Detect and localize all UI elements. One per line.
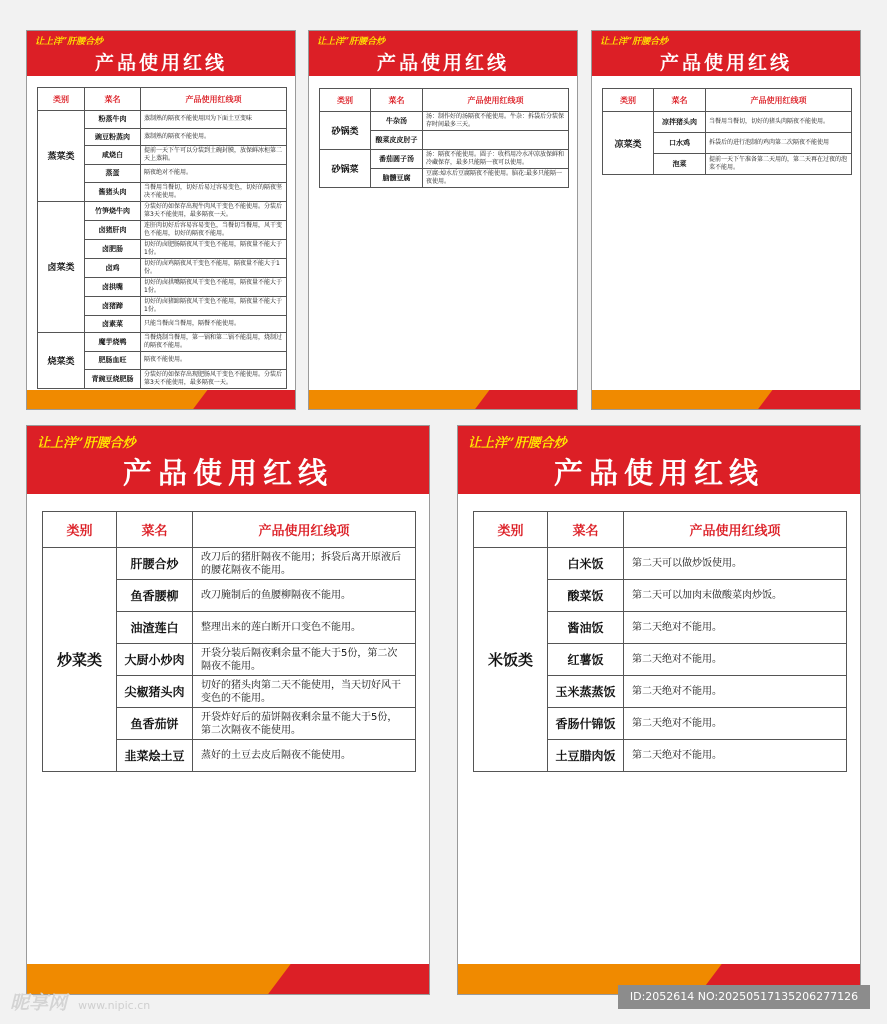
header-dish: 菜名 [371,89,423,112]
redline-table [473,511,847,772]
dish-cell: 牛杂汤 [371,112,423,131]
watermark-url: www.nipic.cn [78,999,151,1012]
watermark-site-name: 昵享网 [10,992,68,1014]
board-footer [309,390,577,409]
dish-cell: 香肠什锦饭 [548,708,624,740]
redline-note-cell: 第二天可以加肉末做酸菜肉炒饭。 [624,580,847,612]
redline-note-cell: 当餐用当餐切，切好的猪头肉隔夜不能使用。 [706,112,852,133]
redline-note-cell: 提前一天下午准备第二天用的，第二天再在过夜的泡菜不能用。 [706,154,852,175]
redline-note-cell: 分装好的如保存出现牛肉风干变色不能使用。分装后第3天不能使用，最多隔夜一天。 [141,201,287,220]
header-category: 类别 [603,89,654,112]
table-row [38,333,287,352]
dish-cell: 口水鸡 [654,133,706,154]
dish-cell: 咸烧白 [85,146,141,165]
table-row [320,150,569,169]
board-title: 产品使用红线 [553,456,764,490]
redline-note-cell: 蒸制熟的隔夜不能使用。 [141,128,287,146]
redline-note-cell: 开袋炸好后的茄饼隔夜剩余量不能大于5份，第二次隔夜不能使用。 [193,708,416,740]
dish-cell: 肝腰合炒 [117,548,193,580]
redline-note-cell: 切好的猪头肉第二天不能使用，当天切好风干变色的不能用。 [193,676,416,708]
dish-cell: 脑髓豆腐 [371,169,423,188]
dish-cell: 蒸蛋 [85,165,141,183]
board-header [458,426,860,494]
table-row [43,548,416,580]
header-category: 类别 [43,512,117,548]
redline-note-cell: 改刀后的猪肝隔夜不能用；拆袋后离开原液后的腰花隔夜不能用。 [193,548,416,580]
header-dish: 菜名 [85,88,141,111]
redline-note-cell: 第二天绝对不能用。 [624,740,847,772]
brand-logo: 让上洋”肝腰合炒 [35,37,104,47]
redline-table [42,511,416,772]
redline-note-cell: 拆袋后的进行泡制的鸡肉第二次隔夜不能使用 [706,133,852,154]
dish-cell: 凉拌猪头肉 [654,112,706,133]
dish-cell: 卤猪蹄 [85,296,141,315]
dish-cell: 卤素菜 [85,315,141,333]
redline-note-cell: 切好的卤猪蹄隔夜风干变色不能用，隔夜量不能大于1份。 [141,296,287,315]
dish-cell: 玉米蒸蒸饭 [548,676,624,708]
brand-logo: 让上洋”肝腰合炒 [468,436,567,451]
table-row [474,548,847,580]
table-row [38,111,287,129]
brand-logo: 让上洋”肝腰合炒 [317,37,386,47]
watermark-id: ID:2052614 NO:20250517135206277126 [618,985,870,1009]
dish-cell: 青豌豆烧肥肠 [85,369,141,388]
header-item: 产品使用红线项 [193,512,416,548]
dish-cell: 豌豆粉蒸肉 [85,128,141,146]
dish-cell: 白米饭 [548,548,624,580]
board-claypot [308,30,578,410]
dish-cell: 番茄圆子汤 [371,150,423,169]
board-header [309,31,577,76]
redline-table [602,88,852,175]
dish-cell: 鱼香腰柳 [117,580,193,612]
redline-note-cell: 分装好的如保存出现肥肠风干变色不能使用。分装后第3天不能使用，最多隔夜一天。 [141,369,287,388]
category-cell: 炒菜类 [43,548,117,772]
table-row [320,112,569,131]
redline-note-cell: 开袋分装后隔夜剩余量不能大于5份，第二次隔夜不能用。 [193,644,416,676]
redline-note-cell: 连肝肉切好后容易容易变色，当餐切当餐用，风干变色不能用，切好的隔夜不能用。 [141,220,287,239]
board-title: 产品使用红线 [122,456,333,490]
redline-note-cell: 第二天绝对不能用。 [624,708,847,740]
brand-logo: 让上洋”肝腰合炒 [37,436,136,451]
header-item: 产品使用红线项 [624,512,847,548]
header-dish: 菜名 [654,89,706,112]
redline-table [319,88,569,188]
dish-cell: 粉蒸牛肉 [85,111,141,129]
redline-note-cell: 蒸制熟的隔夜不能使用因为下面土豆变味 [141,111,287,129]
board-stir-fry [26,425,430,995]
category-cell: 凉菜类 [603,112,654,175]
dish-cell: 尖椒猪头肉 [117,676,193,708]
dish-cell: 酸菜饭 [548,580,624,612]
header-category: 类别 [38,88,85,111]
dish-cell: 肥肠血旺 [85,352,141,370]
redline-note-cell: 切好的卤肥肠隔夜风干变色不能用，隔夜量不能大于1份。 [141,239,287,258]
board-footer [27,390,295,409]
redline-note-cell: 第二天绝对不能用。 [624,676,847,708]
category-cell: 烧菜类 [38,333,85,389]
board-title: 产品使用红线 [659,52,792,74]
board-footer [592,390,860,409]
board-header [592,31,860,76]
category-cell: 卤菜类 [38,201,85,333]
dish-cell: 韭菜烩土豆 [117,740,193,772]
category-cell: 砂锅菜 [320,150,371,188]
redline-note-cell [423,131,569,150]
board-rice [457,425,861,995]
header-dish: 菜名 [117,512,193,548]
table-row [603,112,852,133]
redline-note-cell: 切好的卤拱嘴隔夜风干变色不能用，隔夜量不能大于1份。 [141,277,287,296]
dish-cell: 红薯饭 [548,644,624,676]
redline-table [37,87,287,389]
dish-cell: 卤鸡 [85,258,141,277]
redline-note-cell: 隔夜绝对不能用。 [141,165,287,183]
redline-note-cell: 汤：制作好的汤隔夜不能使用。牛杂：拆袋后分装保存时间最多三天。 [423,112,569,131]
dish-cell: 卤肥肠 [85,239,141,258]
redline-note-cell: 提前一天下午可以分装到土碗封膜，放保鲜冰柜第二天上蒸箱。 [141,146,287,165]
header-item: 产品使用红线项 [706,89,852,112]
board-title: 产品使用红线 [94,52,227,74]
dish-cell: 土豆腊肉饭 [548,740,624,772]
dish-cell: 酸菜皮皮肘子 [371,131,423,150]
header-category: 类别 [474,512,548,548]
redline-note-cell: 第二天绝对不能用。 [624,644,847,676]
board-steamed-braised [26,30,296,410]
redline-note-cell: 汤：隔夜不能使用。圆子：收档用冷水冲凉放保鲜和冷藏保存，最多只能隔一夜可以使用。 [423,150,569,169]
category-cell: 蒸菜类 [38,111,85,202]
board-cold-dishes [591,30,861,410]
redline-note-cell: 改刀腌制后的鱼腰柳隔夜不能用。 [193,580,416,612]
redline-note-cell: 蒸好的土豆去皮后隔夜不能使用。 [193,740,416,772]
redline-note-cell: 隔夜不能使用。 [141,352,287,370]
dish-cell: 鱼香茄饼 [117,708,193,740]
header-dish: 菜名 [548,512,624,548]
board-header [27,426,429,494]
category-cell: 砂锅类 [320,112,371,150]
dish-cell: 大厨小炒肉 [117,644,193,676]
redline-note-cell: 当餐烧制当餐用，第一锅和第二锅不能混用，烧制过的隔夜不能用。 [141,333,287,352]
dish-cell: 酱油饭 [548,612,624,644]
dish-cell: 泡菜 [654,154,706,175]
dish-cell: 酱猪头肉 [85,182,141,201]
category-cell: 米饭类 [474,548,548,772]
redline-note-cell: 第二天可以做炒饭使用。 [624,548,847,580]
brand-logo: 让上洋”肝腰合炒 [600,37,669,47]
table-row [38,201,287,220]
header-category: 类别 [320,89,371,112]
dish-cell: 卤猪肝肉 [85,220,141,239]
redline-note-cell: 只能当餐卤当餐用，隔餐不能使用。 [141,315,287,333]
header-item: 产品使用红线项 [423,89,569,112]
redline-note-cell: 整理出来的莲白断开口变色不能用。 [193,612,416,644]
redline-note-cell: 切好的卤鸡隔夜风干变色不能用，隔夜量不能大于1份。 [141,258,287,277]
redline-note-cell: 豆腐:焯水后豆腐隔夜不能使用。脑花:最多只能隔一夜使用。 [423,169,569,188]
dish-cell: 卤拱嘴 [85,277,141,296]
watermark-site [10,988,150,1015]
header-item: 产品使用红线项 [141,88,287,111]
board-header [27,31,295,76]
dish-cell: 竹笋烧牛肉 [85,201,141,220]
redline-note-cell: 当餐用当餐切，切好后易过容易变色，切好的隔夜坚决不能使用。 [141,182,287,201]
redline-note-cell: 第二天绝对不能用。 [624,612,847,644]
dish-cell: 魔芋烧鸭 [85,333,141,352]
board-title: 产品使用红线 [376,52,509,74]
dish-cell: 油渣莲白 [117,612,193,644]
